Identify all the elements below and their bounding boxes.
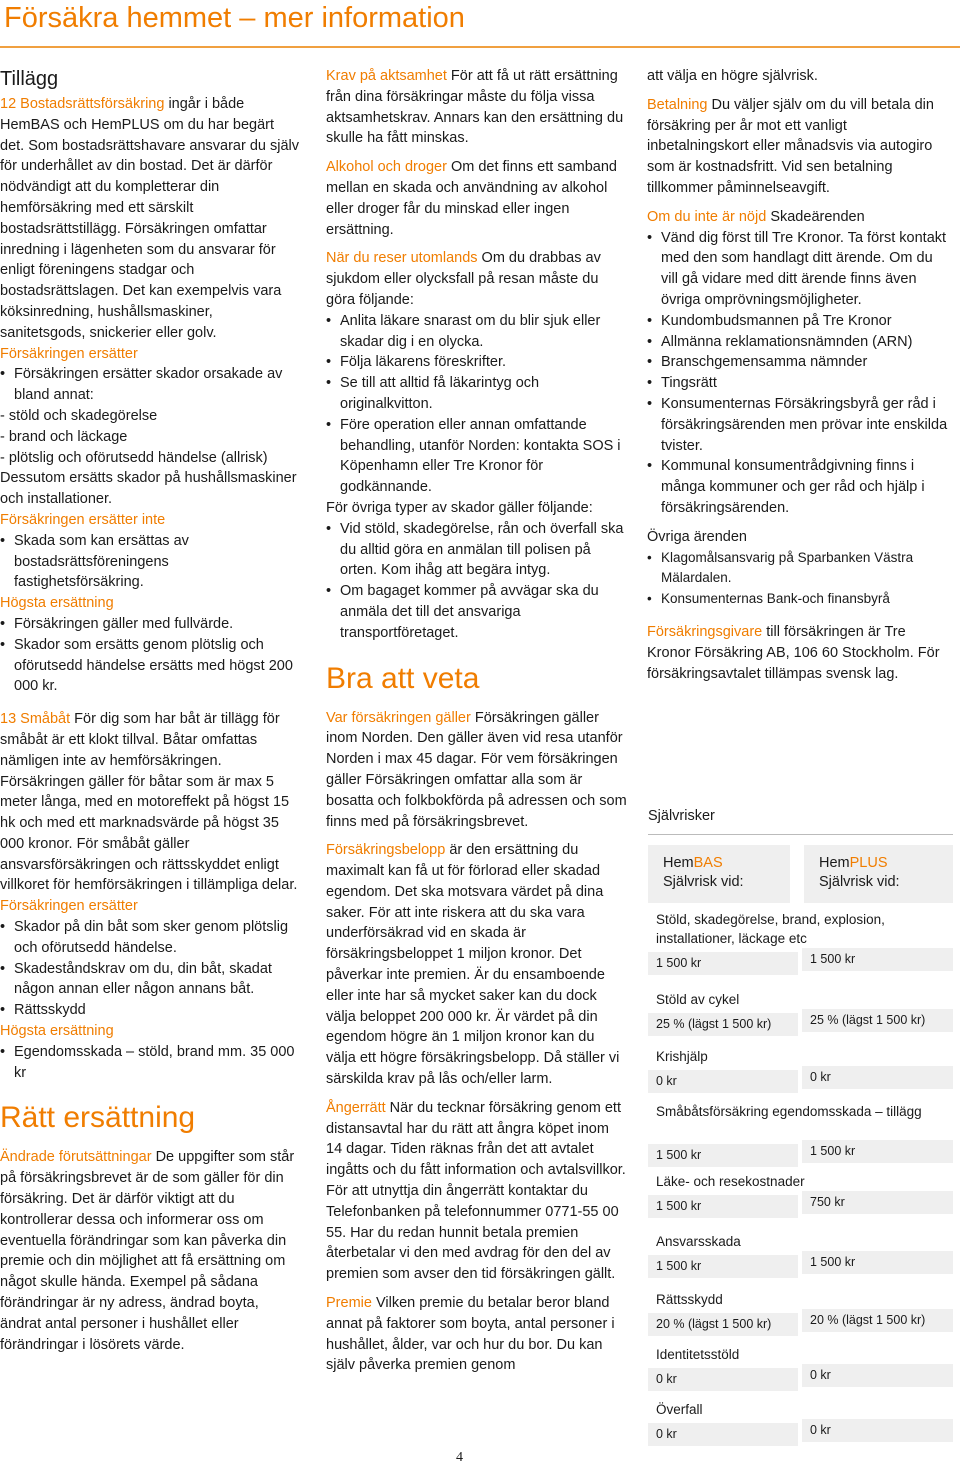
list-item: • Egendomsskada – stöld, brand mm. 35 000 kr [0,1042,300,1084]
andrade-text: De uppgifter som står på försäkringsbrevet är de som gäller för din försäkring. Det är därför viktigt att du kontrollerar dessa och informerar oss om eventuella förändringar som kan påverka din premie och din möjlighet att få ersättning om något skulle hända. Exempel på sådana förändringar är ny adress, ändrad boyta, ändrat antal personer i hushållet eller förändringar i lösörets värde. [0,1149,295,1353]
sjalvrisk-hemplus-value: 750 kr [802,1191,953,1214]
nojd-text: Skadeärenden [766,208,865,225]
list-item: • Försäkringen gäller med fullvärde. [0,614,300,635]
list-item: • Skadeståndskrav om du, din båt, skadat någon annan eller någon annans båt. [0,959,300,1001]
andrade-paragraph [0,1147,300,1355]
list-item: • Skada som kan ersättas av bostadsrättsföreningens fastighetsförsäkring. [0,531,300,593]
label-13: 13 Småbåt [0,711,71,728]
list-item: • Branschgemensamma nämnder [647,352,952,373]
sjalvrisk-rule [648,834,953,835]
ersatter-inte-heading: Försäkringen ersätter inte [0,511,166,528]
var-paragraph [326,708,628,833]
page-title: Försäkra hemmet – mer information [4,2,465,34]
var-text: Försäkringen gäller inom Norden. Den gäller även vid resa utanför Norden i max 45 dagar. För vem försäkringen gäller Försäkringen omfattar alla som är bosatta och folkbokförda på adressen och som finns med på försäkringsbrevet. [326,709,627,830]
dash-item: - brand och läckage [0,428,128,445]
list-item: • Vänd dig först till Tre Kronor. Ta först kontakt med den som handlagt ditt ärende. Om du vill gå vidare med ditt ärende finns även övriga omprövningsmöjligheter. [647,228,952,311]
list-item: • Se till att alltid få läkarintyg och originalkvitton. [326,373,628,415]
hembas-prefix: Hem [663,855,694,871]
sjalvrisk-title: Självrisker [648,808,715,824]
sjalvrisk-hemplus-value: 0 kr [802,1066,953,1089]
sjalvrisk-row-label: Krishjälp [656,1049,708,1064]
paragraph-12 [0,94,300,344]
ersatter-heading: Försäkringen ersätter [0,898,138,915]
dessutom-text: Dessutom ersätts skador på hushållsmaskiner och installationer. [0,470,297,508]
anger-text: När du tecknar försäkring genom ett distansavtal har du rätt att ångra köpet inom 14 dagar. Tiden räknas från det att avtalet ingåtts och du fått information och avtalsvillkor. För att utnyttja din ångerrätt kontaktar du Telefonbanken på telefonnummer 0771-55 00 55. Har du redan hunnit betala premien återbetalar vi den med avdrag för den del av premien som avser den tid försäkringen gällt. [326,1099,626,1283]
sjalvrisk-hemplus-value: 0 kr [802,1419,953,1442]
givare-text: till försäkringen är Tre Kronor Försäkring AB, 106 60 Stockholm. För försäkringsavtalet tillämpas svensk lag. [647,623,940,682]
sjalvrisk-hembas-value: 20 % (lägst 1 500 kr) [648,1313,798,1336]
column-1 [0,66,300,1355]
reser-label: När du reser utomlands [326,250,478,267]
list-item: • Om bagaget kommer på avvägar ska du anmäla det till det ansvariga transportföretaget. [326,581,628,643]
list-item: • Kommunal konsumentrådgivning finns i många kommuner och ger råd och hjälp i försäkringsärenden. [647,456,952,518]
alkohol-label: Alkohol och droger [326,159,447,176]
hemplus-sub: Självrisk vid: [819,874,900,890]
sjalvrisk-row-label: Småbåtsförsäkring egendomsskada – tillägg [656,1104,922,1119]
krav-paragraph [326,66,628,149]
list-item: • Skador på din båt som sker genom plötslig och oförutsedd händelse. [0,917,300,959]
list-item: • Anlita läkare snarast om du blir sjuk eller skadar dig i en olycka. [326,311,628,353]
nojd-label: Om du inte är nöjd [647,208,767,225]
list-item: • Konsumenternas Försäkringsbyrå ger råd i försäkringsärenden men prövar inte enskilda tvister. [647,394,952,456]
list-item: • Tingsrätt [647,373,952,394]
sjalvrisk-row-label: Ansvarsskada [656,1234,741,1249]
list-item: • Klagomålsansvarig på Sparbanken Västra Mälardalen. [647,548,952,590]
ersatter-heading: Försäkringen ersätter [0,345,138,362]
sjalvrisk-row-label: Stöld, skadegörelse, brand, explosion, installationer, läckage etc [656,912,885,946]
list-item: • Allmänna reklamationsnämnden (ARN) [647,332,952,353]
sjalvrisk-row-label: Rättsskydd [656,1292,723,1307]
column-2 [326,66,628,1376]
hemplus-header [804,845,953,903]
list-item: • Kundombudsmannen på Tre Kronor [647,311,952,332]
text-13: För dig som har båt är tillägg för småbåt är ett klokt tillval. Båtar omfattas nämligen inte av hemförsäkringen. Försäkringen gäller för båtar som är max 5 meter långa, med en motoreffekt på högst 15 hk och med ett marknadsvärde på högst 35 000 kronor. För småbåt gäller ansvarsförsäkringen och rättsskyddet enligt villkoret för hemförsäkringen i tillämpliga delar. [0,711,298,894]
andrade-label: Ändrade förutsättningar [0,1149,152,1166]
givare-paragraph [647,622,952,684]
hemplus-brand: PLUS [849,855,888,871]
premie-label: Premie [326,1295,372,1312]
sjalvrisk-hembas-value: 0 kr [648,1070,798,1093]
sjalvrisk-hembas-value: 0 kr [648,1368,798,1391]
sjalvrisk-hembas-value: 1 500 kr [648,1255,798,1278]
dash-item: - stöld och skadegörelse [0,407,158,424]
alkohol-text: Om det finns ett samband mellan en skada och användning av alkohol eller droger får du minskad eller ingen ersättning. [326,159,617,238]
var-label: Var försäkringen gäller [326,709,471,726]
sjalvrisk-row-label: Överfall [656,1402,703,1417]
hogsta-heading: Högsta ersättning [0,595,114,612]
premie-text: Vilken premie du betalar beror bland annat på faktorer som boyta, antal personer i hushållet, ålder, var och hur du bor. Du kan själv påverka premien genom [326,1295,615,1374]
alkohol-paragraph [326,157,628,240]
dash-item: - plötslig och oförutsedd händelse (allrisk) [0,449,268,466]
hogsta-heading: Högsta ersättning [0,1023,114,1040]
sjalvrisk-hembas-value: 1 500 kr [648,1195,798,1218]
continued-text: att välja en högre självrisk. [647,68,818,84]
ovriga-heading: Övriga ärenden [647,528,747,545]
sjalvrisk-row-label: Identitetsstöld [656,1347,740,1362]
belopp-paragraph [326,840,628,1090]
reser-text: Om du drabbas av sjukdom eller olycksfall på resan måste du göra följande: [326,250,601,308]
sjalvrisk-hembas-value: 1 500 kr [648,1144,798,1167]
ratt-ersattning-heading: Rätt ersättning [0,1101,196,1135]
sjalvrisk-hemplus-value: 1 500 kr [802,1251,953,1274]
belopp-text: är den ersättning du maximalt kan få ut för förlorad eller skadad egendom. Det ska motsvara värdet på dina saker. För att inte riskera att du ska vara underförsäkrad vid en skada är försäkringsbeloppet 1 miljon kronor. Det påverkar inte premien. Är du ensamboende eller inte har så mycket saker kan du dock välja beloppet 200 000 kr. Är värdet på din egendom högre än 1 miljon kronor kan du välja ett högre försäkringsbelopp. Då ställer vi särskilda krav på lås och/eller larm. [326,842,620,1088]
sjalvrisk-hemplus-value: 1 500 kr [802,1140,953,1163]
hemplus-prefix: Hem [819,855,850,871]
list-item: • Skador som ersätts genom plötslig och oförutsedd händelse ersätts med högst 200 000 kr. [0,635,300,697]
sjalvrisk-row-label: Stöld av cykel [656,992,740,1007]
betalning-text: Du väljer själv om du vill betala din försäkring per år mot ett vanligt inbetalningskort eller månadsvis via autogiro som är kostnadsfritt. Vid sen betalning tillkommer påminnelseavgift. [647,96,934,196]
list-item: • Försäkringen ersätter skador orsakade av bland annat: [0,364,300,406]
anger-paragraph [326,1098,628,1285]
sjalvrisk-hembas-value: 25 % (lägst 1 500 kr) [648,1013,798,1036]
bra-att-veta-heading: Bra att veta [326,661,480,695]
list-item: • Konsumenternas Bank-och finansbyrå [647,589,952,610]
ovriga-intro: För övriga typer av skador gäller följande: [326,499,593,516]
paragraph-13 [0,709,300,896]
premie-paragraph [326,1293,628,1376]
list-item: • Följa läkarens föreskrifter. [326,352,628,373]
list-item: • Vid stöld, skadegörelse, rån och överfall ska du alltid göra en anmälan till polisen på orten. Kom ihåg att begära intyg. [326,519,628,581]
hembas-header [648,845,790,903]
betalning-label: Betalning [647,96,708,113]
column-3 [647,66,952,684]
tillagg-heading: Tillägg [0,68,59,90]
hembas-brand: BAS [693,855,723,871]
hembas-sub: Självrisk vid: [663,874,744,890]
sjalvrisk-hembas-value: 0 kr [648,1423,798,1446]
givare-label: Försäkringsgivare [647,623,763,640]
label-12: 12 Bostadsrättsförsäkring [0,96,165,112]
title-rule [0,46,960,48]
page-number: 4 [456,1450,463,1465]
anger-label: Ångerrätt [326,1099,386,1116]
list-item: • Före operation eller annan omfattande behandling, utanför Norden: kontakta SOS i Köpenhamn eller Tre Kronor för godkännande. [326,415,628,498]
sjalvrisk-hembas-value: 1 500 kr [648,952,798,975]
sjalvrisk-hemplus-value: 25 % (lägst 1 500 kr) [802,1009,953,1032]
betalning-paragraph [647,95,952,199]
sjalvrisk-row-label: Läke- och resekostnader [656,1174,805,1189]
reser-paragraph [326,248,628,310]
list-item: • Rättsskydd [0,1000,300,1021]
sjalvrisk-hemplus-value: 0 kr [802,1364,953,1387]
text-12: ingår i både HemBAS och HemPLUS om du har begärt det. Som bostadsrättshavare ansvarar du själv för underhållet av din bostad. Det är därför nödvändigt att du kompletterar din hemförsäkring med ett särskilt bostadsrättstillägg. Försäkringen omfattar inredning i lägenheten som du ansvarar för enligt föreningens stadgar och bostadsrättslagen. Det kan exempelvis vara köksinredning, hushållsmaskiner, sanitetsgods, snickerier eller golv. [0,96,300,341]
belopp-label: Försäkringsbelopp [326,842,446,859]
krav-label: Krav på aktsamhet [326,68,447,84]
nojd-paragraph [647,207,952,228]
sjalvrisk-hemplus-value: 1 500 kr [802,948,953,971]
krav-text: För att få ut rätt ersättning från dina försäkringar måste du följa vissa aktsamhetskrav. Annars kan den ersättning du skulle ha fått minskas. [326,68,624,147]
sjalvrisk-hemplus-value: 20 % (lägst 1 500 kr) [802,1309,953,1332]
